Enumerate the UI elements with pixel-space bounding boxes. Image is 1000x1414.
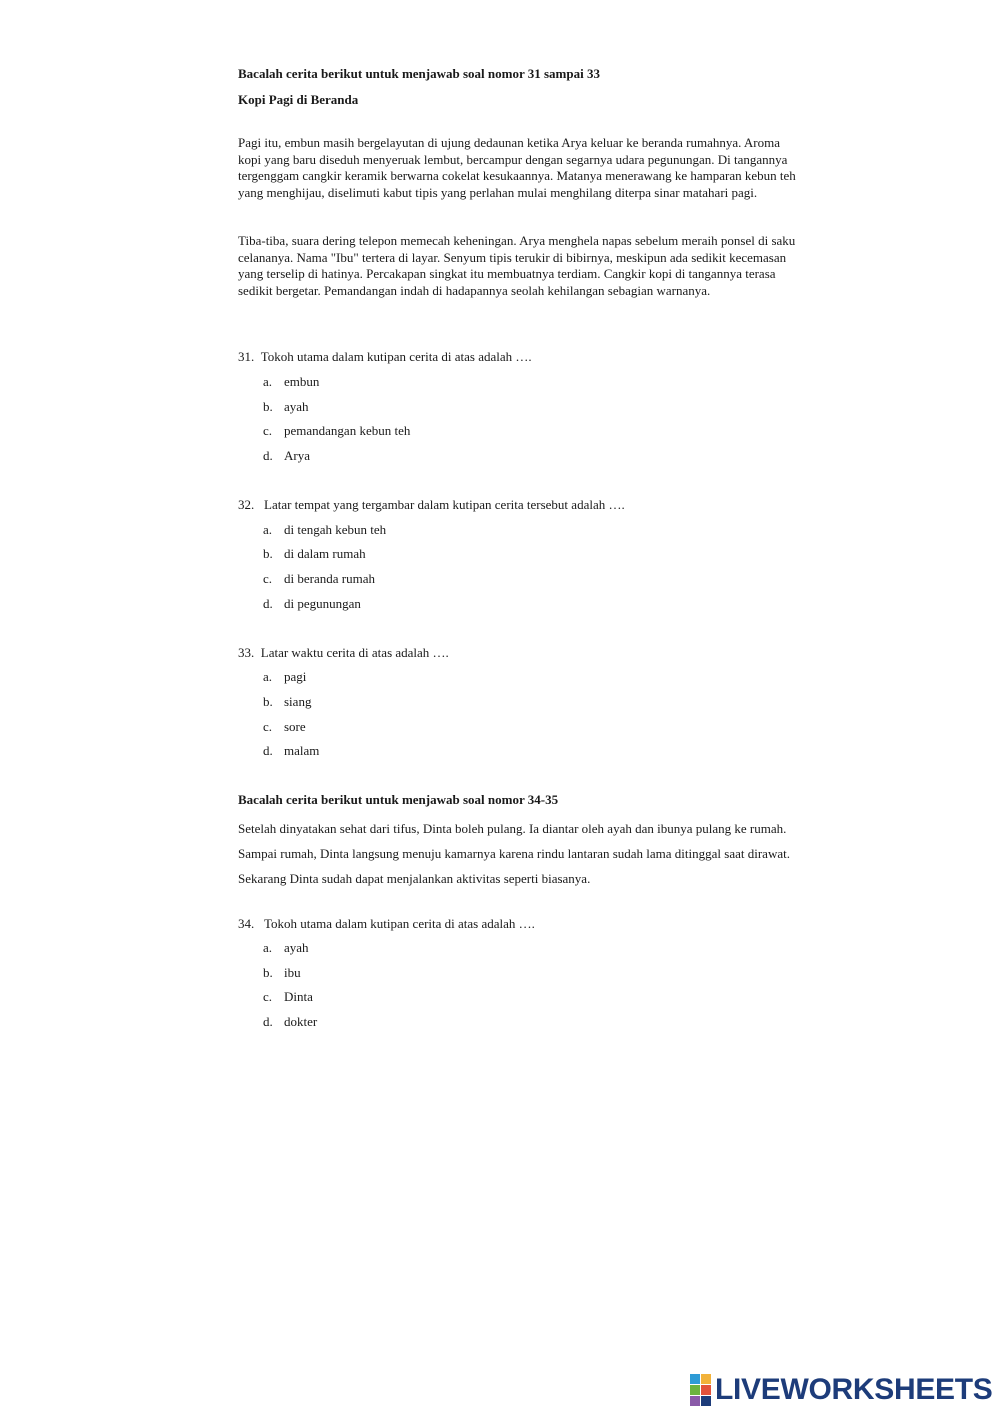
- option-letter: a.: [263, 374, 273, 389]
- question-33: [238, 645, 449, 661]
- option-33-a[interactable]: [263, 669, 306, 685]
- question-34: [238, 916, 535, 932]
- option-33-b[interactable]: [263, 694, 311, 710]
- option-text: ibu: [284, 965, 301, 980]
- logo-tile: [690, 1374, 700, 1384]
- option-letter: b.: [263, 399, 273, 414]
- option-text: dokter: [284, 1014, 318, 1029]
- option-text: siang: [284, 694, 312, 709]
- question-text: Tokoh utama dalam kutipan cerita di atas adalah ….: [264, 916, 535, 931]
- option-32-d[interactable]: [263, 596, 361, 612]
- option-33-d[interactable]: [263, 743, 319, 759]
- question-text: Tokoh utama dalam kutipan cerita di atas adalah ….: [260, 349, 532, 364]
- option-34-a[interactable]: [263, 940, 309, 956]
- option-text: Dinta: [284, 989, 313, 1004]
- logo-tile: [690, 1385, 700, 1395]
- logo-tile: [701, 1374, 711, 1384]
- option-letter: b.: [263, 546, 273, 561]
- liveworksheets-logo-icon: [690, 1374, 711, 1406]
- option-letter: a.: [263, 940, 273, 955]
- story-paragraph-2: Tiba-tiba, suara dering telepon memecah keheningan. Arya menghela napas sebelum meraih ponsel di saku celananya. Nama "Ibu" tertera di layar. Senyum tipis terukir di bibirnya, meskipun ada sedikit kecemasan yang terselip di hatinya. Percakapan singkat itu membuatnya terdiam. Cangkir kopi di tangannya terasa sedikit bergetar. Pemandangan indah di hadapannya seolah kehilangan sebagian warnanya.: [238, 233, 796, 298]
- question-number: 33.: [238, 645, 255, 660]
- option-32-b[interactable]: [263, 546, 366, 562]
- option-text: di beranda rumah: [284, 571, 375, 586]
- option-34-c[interactable]: [263, 989, 313, 1005]
- question-number: 32.: [238, 497, 255, 512]
- option-text: ayah: [284, 940, 309, 955]
- option-text: pagi: [284, 669, 307, 684]
- logo-text: LIVEWORKSHEETS: [715, 1373, 993, 1406]
- option-text: di tengah kebun teh: [284, 522, 387, 537]
- logo-tile: [701, 1396, 711, 1406]
- section1-instruction: Bacalah cerita berikut untuk menjawab soal nomor 31 sampai 33: [238, 66, 600, 81]
- option-letter: c.: [263, 571, 273, 586]
- option-32-c[interactable]: [263, 571, 375, 587]
- story-paragraph-3: Setelah dinyatakan sehat dari tifus, Dinta boleh pulang. Ia diantar oleh ayah dan ibunya pulang ke rumah. Sampai rumah, Dinta langsung menuju kamarnya karena rindu lantaran sudah lama ditinggal saat dirawat. Sekarang Dinta sudah dapat menjalankan aktivitas seperti biasanya.: [238, 821, 790, 886]
- option-31-a[interactable]: [263, 374, 319, 390]
- liveworksheets-logo: [690, 1375, 993, 1405]
- question-text: Latar tempat yang tergambar dalam kutipan cerita tersebut adalah ….: [264, 497, 625, 512]
- option-31-b[interactable]: [263, 399, 309, 415]
- option-letter: c.: [263, 989, 273, 1004]
- option-letter: d.: [263, 743, 273, 758]
- option-letter: c.: [263, 423, 273, 438]
- option-letter: d.: [263, 596, 273, 611]
- question-number: 31.: [238, 349, 255, 364]
- option-letter: d.: [263, 1014, 273, 1029]
- logo-tile: [690, 1396, 700, 1406]
- option-text: di dalam rumah: [284, 546, 366, 561]
- option-letter: a.: [263, 669, 273, 684]
- option-32-a[interactable]: [263, 522, 386, 538]
- option-31-c[interactable]: [263, 423, 410, 439]
- option-31-d[interactable]: [263, 448, 310, 464]
- logo-tile: [701, 1385, 711, 1395]
- option-text: embun: [284, 374, 320, 389]
- option-letter: c.: [263, 719, 273, 734]
- option-letter: d.: [263, 448, 273, 463]
- option-letter: a.: [263, 522, 273, 537]
- question-text: Latar waktu cerita di atas adalah ….: [260, 645, 449, 660]
- option-33-c[interactable]: [263, 719, 306, 735]
- section2-instruction: Bacalah cerita berikut untuk menjawab soal nomor 34-35: [238, 792, 559, 807]
- story-title: Kopi Pagi di Beranda: [238, 92, 359, 107]
- question-32: [238, 497, 625, 513]
- option-text: Arya: [284, 448, 310, 463]
- option-text: pemandangan kebun teh: [284, 423, 411, 438]
- question-number: 34.: [238, 916, 255, 931]
- option-text: di pegunungan: [284, 596, 361, 611]
- option-text: sore: [284, 719, 306, 734]
- option-text: malam: [284, 743, 320, 758]
- option-34-d[interactable]: [263, 1014, 317, 1030]
- story-paragraph-1: Pagi itu, embun masih bergelayutan di ujung dedaunan ketika Arya keluar ke beranda rumahnya. Aroma kopi yang baru diseduh menyeruak lembut, bercampur dengan segarnya udara pegunungan. Di tangannya tergenggam cangkir keramik berwarna cokelat kesukaannya. Matanya menerawang ke hamparan kebun teh yang menghijau, diselimuti kabut tipis yang perlahan mulai menghilang diterpa sinar matahari pagi.: [238, 135, 796, 200]
- option-text: ayah: [284, 399, 309, 414]
- option-letter: b.: [263, 965, 273, 980]
- question-31: [238, 349, 532, 365]
- option-34-b[interactable]: [263, 965, 301, 981]
- option-letter: b.: [263, 694, 273, 709]
